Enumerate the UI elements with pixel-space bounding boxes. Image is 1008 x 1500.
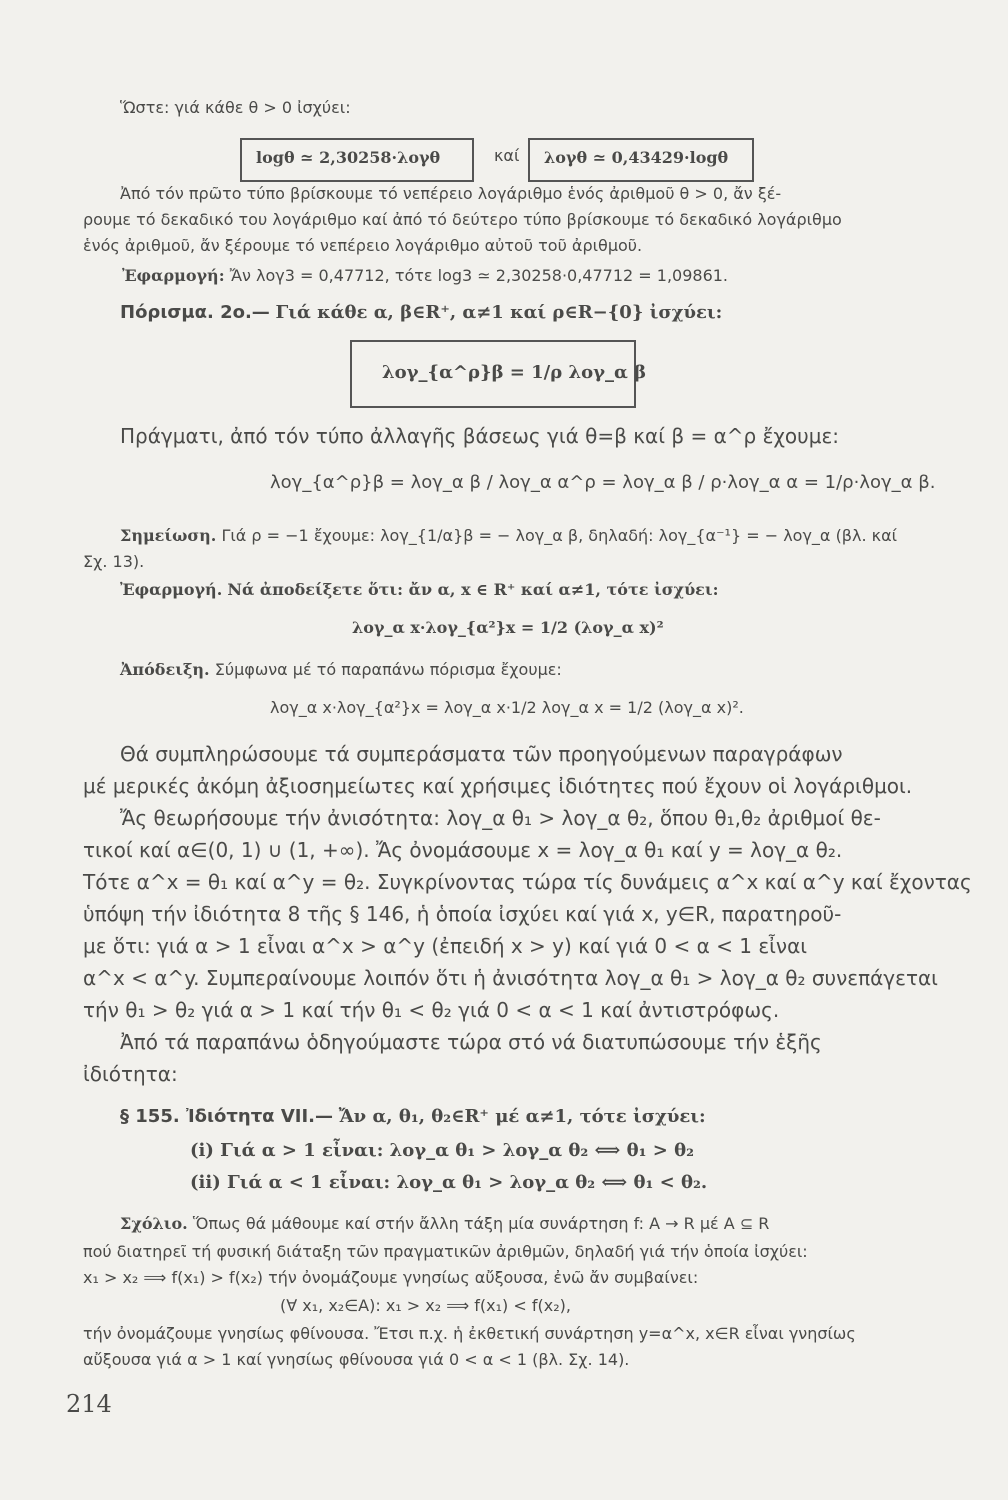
formula: λογ_{α^ρ}β = λογ_α β / λογ_α α^ρ = λογ_α β / ρ·λογ_α α = 1/ρ·λογ_α β. [270,472,936,493]
text-line: Τότε α^x = θ₁ καί α^y = θ₂. Συγκρίνοντας τώρα τίς δυνάμεις α^x καί α^y καί ἔχοντας [83,870,972,894]
text-line: Πράγματι, ἀπό τόν τύπο ἀλλαγῆς βάσεως γιά θ=β καί β = α^ρ ἔχουμε: [120,424,840,448]
text-line: Ἐφαρμογή: Ἄν λογ3 = 0,47712, τότε log3 ≃ 2,30258·0,47712 = 1,09861. [122,266,729,285]
text-line: τήν ὀνομάζουμε γνησίως φθίνουσα. Ἔτσι π.χ. ἡ ἐκθετική συνάρτηση y=α^x, x∈R εἶναι γνησίως [83,1324,856,1343]
heading: Πόρισμα. 2ο.— Γιά κάθε α, β∈R⁺, α≠1 καί ρ∈R−{0} ἰσχύει: [120,302,723,323]
text-line: Ἀπόδειξη. Σύμφωνα μέ τό παραπάνω πόρισμα ἔχουμε: [120,660,562,679]
text-line: Ἀπό τά παραπάνω ὁδηγούμαστε τώρα στό νά διατυπώσουμε τήν ἑξῆς [120,1030,822,1054]
formula: λογ_{α^ρ}β = 1/ρ λογ_α β [382,362,647,383]
text-line: ὑπόψη τήν ἰδιότητα 8 τῆς § 146, ἡ ὁποία ἰσχύει καί γιά x, y∈R, παρατηροῦ- [83,902,842,926]
formula: λογ_α x·λογ_{α²}x = λογ_α x·1/2 λογ_α x = 1/2 (λογ_α x)². [270,698,744,717]
formula: (∀ x₁, x₂∈A): x₁ > x₂ ⟹ f(x₁) < f(x₂), [280,1296,571,1315]
text-line: Σημείωση. Γιά ρ = −1 ἔχουμε: λογ_{1/α}β = − λογ_α β, δηλαδή: λογ_{α⁻¹} = − λογ_α (βλ. καί [120,526,898,545]
text-line: ρουμε τό δεκαδικό του λογάριθμο καί ἀπό τό δεύτερο τύπο βρίσκουμε τό δεκαδικό λογάριθμο [83,210,842,229]
text-line: αὔξουσα γιά α > 1 καί γνησίως φθίνουσα γιά 0 < α < 1 (βλ. Σχ. 14). [83,1350,630,1369]
text-line: τικοί καί α∈(0, 1) ∪ (1, +∞). Ἄς ὀνομάσουμε x = λογ_α θ₁ καί y = λογ_α θ₂. [83,838,843,862]
text-line: πού διατηρεῖ τή φυσική διάταξη τῶν πραγματικῶν ἀριθμῶν, δηλαδή γιά τήν ὁποία ἰσχύει: [83,1242,808,1261]
section-heading: § 155. Ἰδιότητα VII.— Ἄν α, θ₁, θ₂∈R⁺ μέ α≠1, τότε ἰσχύει: [120,1106,706,1127]
formula-box [240,138,474,182]
formula-box [528,138,754,182]
page-number: 214 [66,1390,112,1418]
formula: λογθ ≃ 0,43429·logθ [544,148,729,167]
text-line: ἑνός ἀριθμοῦ, ἄν ξέρουμε τό νεπέρειο λογάριθμο αὐτοῦ τοῦ ἀριθμοῦ. [83,236,643,255]
text-line: με ὅτι: γιά α > 1 εἶναι α^x > α^y (ἐπειδή x > y) καί γιά 0 < α < 1 εἶναι [83,934,808,958]
text-line: τήν θ₁ > θ₂ γιά α > 1 καί τήν θ₁ < θ₂ γιά 0 < α < 1 καί ἀντιστρόφως. [83,998,780,1022]
text-line: Ὥστε: γιά κάθε θ > 0 ἰσχύει: [120,98,351,117]
text-line: Ἀπό τόν πρῶτο τύπο βρίσκουμε τό νεπέρειο λογάριθμο ἑνός ἀριθμοῦ θ > 0, ἄν ξέ- [120,184,782,203]
text-line: x₁ > x₂ ⟹ f(x₁) > f(x₂) τήν ὀνομάζουμε γνησίως αὔξουσα, ἐνῶ ἄν συμβαίνει: [83,1268,699,1287]
text-line: Σχόλιο. Ὅπως θά μάθουμε καί στήν ἄλλη τάξη μία συνάρτηση f: A → R μέ A ⊆ R [120,1214,770,1233]
formula: (i) Γιά α > 1 εἶναι: λογ_α θ₁ > λογ_α θ₂ ⟺ θ₁ > θ₂ [190,1140,694,1161]
text-line: Σχ. 13). [83,552,145,571]
text-line: Ἄς θεωρήσουμε τήν ἀνισότητα: λογ_α θ₁ > λογ_α θ₂, ὅπου θ₁,θ₂ ἀριθμοί θε- [120,806,881,830]
text-line: ἰδιότητα: [83,1062,178,1086]
text-line: καί [494,146,520,165]
formula: (ii) Γιά α < 1 εἶναι: λογ_α θ₁ > λογ_α θ₂ ⟺ θ₁ < θ₂. [190,1172,708,1193]
formula: λογ_α x·λογ_{α²}x = 1/2 (λογ_α x)² [352,618,664,637]
formula: logθ ≃ 2,30258·λογθ [256,148,441,167]
text-line: Θά συμπληρώσουμε τά συμπεράσματα τῶν προηγούμενων παραγράφων [120,742,843,766]
formula-box [350,340,647,408]
text-line: α^x < α^y. Συμπεραίνουμε λοιπόν ὅτι ἡ ἀνισότητα λογ_α θ₁ > λογ_α θ₂ συνεπάγεται [83,966,938,990]
text-line: μέ μερικές ἀκόμη ἀξιοσημείωτες καί χρήσιμες ἰδιότητες πού ἔχουν οἱ λογάριθμοι. [83,774,913,798]
text-line: Ἐφαρμογή. Νά ἀποδείξετε ὅτι: ἄν α, x ∈ R⁺ καί α≠1, τότε ἰσχύει: [120,580,719,599]
